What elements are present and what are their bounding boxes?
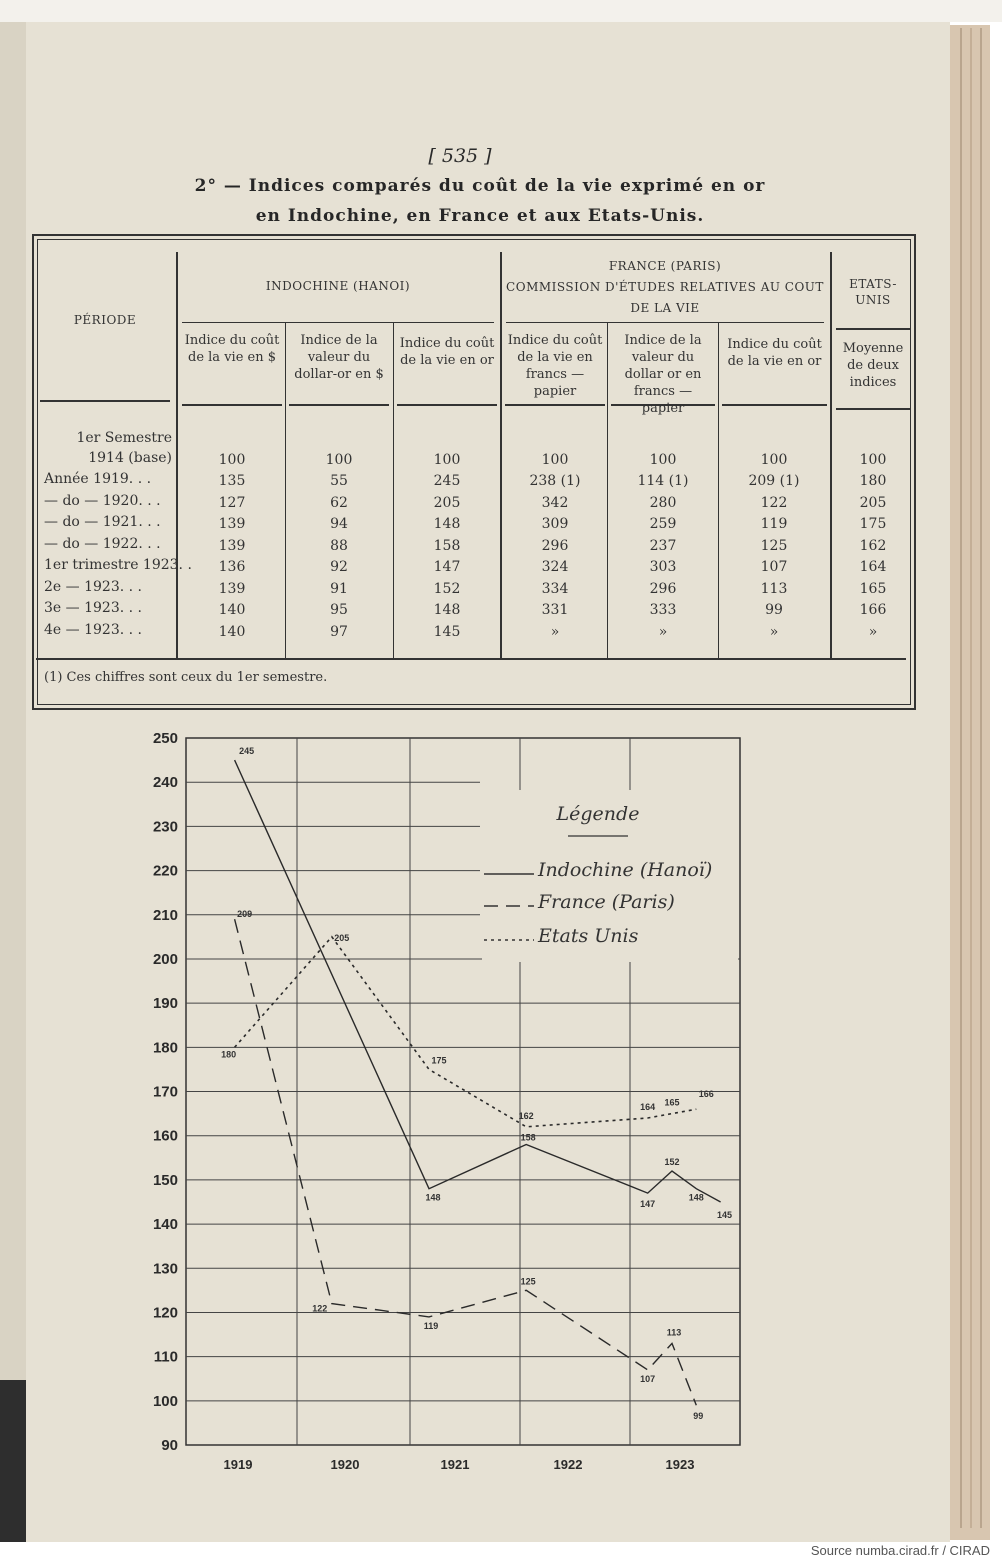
data-label: 166 bbox=[698, 1089, 714, 1100]
y-tick-label: 230 bbox=[152, 818, 178, 836]
table-cell: 139 bbox=[218, 538, 246, 554]
table-cell: 165 bbox=[859, 581, 887, 597]
title-line-1: 2° — Indices comparés du coût de la vie exprimé en or bbox=[194, 176, 766, 196]
table-cell: 331 bbox=[541, 602, 569, 618]
header-france-3: DE LA VIE bbox=[630, 301, 700, 315]
table-cell: 333 bbox=[649, 602, 677, 618]
data-label: 180 bbox=[221, 1049, 237, 1060]
y-tick-label: 170 bbox=[152, 1083, 178, 1101]
table-cell: 136 bbox=[218, 559, 246, 575]
subheader-col6: Indice du coût de la vie en or bbox=[727, 337, 822, 369]
title-line-2: en Indochine, en France et aux Etats-Unis. bbox=[255, 206, 705, 226]
period-label: 1er trimestre 1923. . bbox=[44, 557, 192, 573]
data-label: 125 bbox=[520, 1276, 536, 1287]
y-tick-label: 200 bbox=[152, 950, 178, 968]
y-tick-label: 150 bbox=[152, 1171, 178, 1189]
table-cell: 152 bbox=[433, 581, 461, 597]
y-axis-ticks bbox=[153, 730, 178, 1454]
y-tick-label: 180 bbox=[152, 1039, 178, 1057]
table-cell: 309 bbox=[541, 516, 569, 532]
table-cell: 175 bbox=[859, 516, 887, 532]
x-tick-label: 1922 bbox=[553, 1457, 583, 1472]
table-cell: 237 bbox=[649, 538, 677, 554]
x-tick-label: 1920 bbox=[330, 1457, 360, 1472]
x-axis-ticks bbox=[224, 1457, 695, 1472]
table-cell: » bbox=[868, 624, 878, 640]
table-cell: 324 bbox=[541, 559, 569, 575]
table-cell: 55 bbox=[330, 473, 348, 489]
table-cell: 100 bbox=[433, 452, 461, 468]
header-usa: ETATS-UNIS bbox=[849, 277, 897, 307]
table-cell: 303 bbox=[649, 559, 677, 575]
subheader-col3: Indice du coût de la vie en or bbox=[399, 336, 495, 368]
table-cell: 97 bbox=[330, 624, 348, 640]
data-label: 164 bbox=[640, 1102, 656, 1113]
table-cell: 164 bbox=[859, 559, 887, 575]
period-label: — do — 1920. . . bbox=[44, 493, 161, 509]
header-france-1: FRANCE (PARIS) bbox=[608, 259, 722, 273]
data-label: 148 bbox=[425, 1192, 441, 1203]
series-line-1 bbox=[235, 919, 697, 1405]
table-cell: 205 bbox=[433, 495, 461, 511]
data-label: 113 bbox=[666, 1327, 682, 1338]
period-label: 4e — 1923. . . bbox=[44, 622, 142, 638]
data-label: 145 bbox=[717, 1209, 733, 1220]
data-label: 175 bbox=[431, 1055, 447, 1066]
data-label: 152 bbox=[664, 1157, 680, 1168]
table-cell: 100 bbox=[649, 452, 677, 468]
table-cell: 245 bbox=[433, 473, 461, 489]
table-cell: 62 bbox=[330, 495, 348, 511]
y-tick-label: 160 bbox=[152, 1127, 178, 1145]
table-cell: 113 bbox=[760, 581, 788, 597]
y-tick-label: 190 bbox=[152, 995, 178, 1013]
y-tick-label: 240 bbox=[152, 774, 178, 792]
legend-label-2: Etats Unis bbox=[538, 925, 639, 947]
page-number: [ 535 ] bbox=[428, 145, 492, 167]
table-cell: 180 bbox=[859, 473, 887, 489]
table-cell: 140 bbox=[218, 602, 246, 618]
data-label: 245 bbox=[239, 746, 255, 757]
table-cell: 100 bbox=[325, 452, 353, 468]
legend-title: Légende bbox=[556, 803, 640, 825]
data-label: 122 bbox=[312, 1303, 328, 1314]
subheader-col1: Indice du coût de la vie en $ bbox=[184, 333, 280, 365]
period-label: — do — 1921. . . bbox=[44, 514, 161, 530]
table-cell: 100 bbox=[218, 452, 246, 468]
table-cell: 125 bbox=[760, 538, 788, 554]
y-tick-label: 110 bbox=[153, 1348, 178, 1366]
table-cell: 148 bbox=[433, 516, 461, 532]
table-cell: 259 bbox=[649, 516, 677, 532]
table-cell: 88 bbox=[330, 538, 348, 554]
subheader-col5: Indice de la valeur du dollar or en francs — papier bbox=[624, 333, 702, 416]
table-cell: 92 bbox=[330, 559, 348, 575]
table-cell: 145 bbox=[433, 624, 461, 640]
table-cell: 140 bbox=[218, 624, 246, 640]
legend-label-0: Indochine (Hanoï) bbox=[538, 859, 713, 881]
table-cell: 99 bbox=[765, 602, 783, 618]
table-cell: 139 bbox=[218, 581, 246, 597]
data-label: 99 bbox=[693, 1411, 704, 1422]
table-cell: 100 bbox=[760, 452, 788, 468]
table-cell: 100 bbox=[541, 452, 569, 468]
data-label: 165 bbox=[664, 1097, 680, 1108]
table-cell: 166 bbox=[859, 602, 887, 618]
table-cell: 296 bbox=[649, 581, 677, 597]
y-tick-label: 100 bbox=[152, 1392, 178, 1410]
table-cell: » bbox=[658, 624, 668, 640]
table-cell: 334 bbox=[541, 581, 569, 597]
data-label: 158 bbox=[520, 1132, 536, 1143]
period-label: 3e — 1923. . . bbox=[44, 600, 142, 616]
period-label: Année 1919. . . bbox=[44, 471, 152, 487]
data-label: 148 bbox=[688, 1192, 704, 1203]
table-cell: 147 bbox=[433, 559, 461, 575]
table-cell: 139 bbox=[218, 516, 246, 532]
legend-label-1: France (Paris) bbox=[538, 891, 675, 913]
table-cell: 100 bbox=[859, 452, 887, 468]
table-cell: 162 bbox=[859, 538, 887, 554]
table-cell: 127 bbox=[218, 495, 246, 511]
x-tick-label: 1919 bbox=[223, 1457, 253, 1472]
table-cell: 95 bbox=[330, 602, 348, 618]
period-label: 1er Semestre 1914 (base) bbox=[76, 430, 172, 466]
data-label: 209 bbox=[237, 909, 253, 920]
table-cell: 119 bbox=[760, 516, 788, 532]
y-tick-label: 140 bbox=[152, 1216, 178, 1234]
y-tick-label: 250 bbox=[152, 730, 178, 747]
y-tick-label: 210 bbox=[152, 906, 178, 924]
table-footnote: (1) Ces chiffres sont ceux du 1er semestre. bbox=[44, 670, 328, 685]
table-cell: 342 bbox=[541, 495, 569, 511]
subheader-col7: Moyenne de deux indices bbox=[842, 341, 904, 390]
table-cell: 158 bbox=[433, 538, 461, 554]
data-label: 205 bbox=[334, 932, 350, 943]
table-cell: 94 bbox=[330, 516, 348, 532]
data-label: 147 bbox=[640, 1199, 656, 1210]
table-cell: 148 bbox=[433, 602, 461, 618]
header-indochine: INDOCHINE (HANOI) bbox=[265, 279, 411, 293]
table-cell: » bbox=[550, 624, 560, 640]
table-cell: 205 bbox=[859, 495, 887, 511]
chart-grid bbox=[186, 738, 740, 1445]
table-cell: 107 bbox=[760, 559, 788, 575]
x-tick-label: 1923 bbox=[665, 1457, 695, 1472]
table-cell: 91 bbox=[330, 581, 348, 597]
period-label: 2e — 1923. . . bbox=[44, 579, 142, 595]
table-cell: 296 bbox=[541, 538, 569, 554]
x-tick-label: 1921 bbox=[440, 1457, 470, 1472]
header-periode: PÉRIODE bbox=[73, 313, 137, 327]
table-cell: » bbox=[769, 624, 779, 640]
y-tick-label: 120 bbox=[152, 1304, 178, 1322]
table-cell: 209 (1) bbox=[748, 473, 800, 489]
header-france-2: COMMISSION D'ÉTUDES RELATIVES AU COUT bbox=[506, 280, 824, 294]
data-label: 162 bbox=[518, 1110, 534, 1121]
y-tick-label: 220 bbox=[152, 862, 178, 880]
subheader-col2: Indice de la valeur du dollar-or en $ bbox=[294, 333, 384, 382]
series-line-2 bbox=[235, 937, 697, 1127]
y-tick-label: 90 bbox=[161, 1437, 178, 1454]
period-label: — do — 1922. . . bbox=[44, 536, 161, 552]
data-label: 107 bbox=[640, 1373, 656, 1384]
source-credit: Source numba.cirad.fr / CIRAD bbox=[810, 1543, 990, 1558]
table-cell: 122 bbox=[760, 495, 788, 511]
subheader-col4: Indice du coût de la vie en francs — papier bbox=[507, 333, 603, 399]
y-tick-label: 130 bbox=[152, 1260, 178, 1278]
table-cell: 114 (1) bbox=[637, 473, 689, 489]
table-cell: 280 bbox=[649, 495, 677, 511]
data-label: 119 bbox=[423, 1320, 439, 1331]
table-cell: 135 bbox=[218, 473, 246, 489]
table-cell: 238 (1) bbox=[529, 473, 581, 489]
